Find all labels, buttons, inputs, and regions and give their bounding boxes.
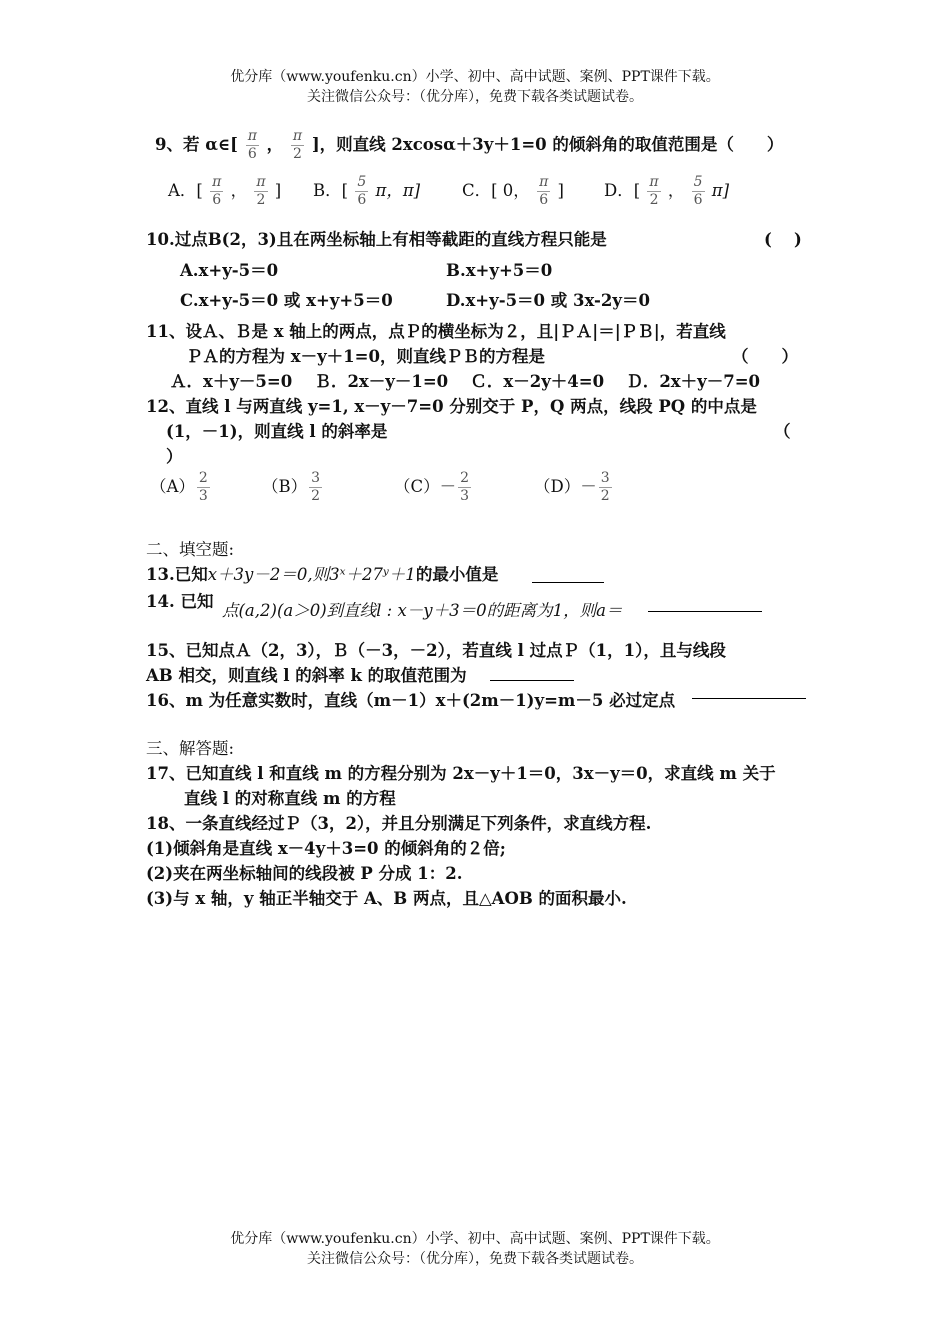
question-12-line-1: 12、直线 l 与两直线 y=1, x－y－7=0 分别交于 P，Q 两点，线段 PQ 的中点是 <box>146 397 757 416</box>
q12-option-c: （C）－ $\frac{2}{3}$ <box>394 470 470 504</box>
question-11-line-1: 11、设Ａ、Ｂ是 x 轴上的两点，点Ｐ的横坐标为２，且|ＰＡ|＝|ＰＢ|，若直线 <box>146 322 726 341</box>
q12-paren-close: ） <box>166 447 183 466</box>
q18-part-3: (3)与 x 轴，y 轴正半轴交于 A、B 两点，且△AOB 的面积最小. <box>146 889 627 908</box>
footer-line-2: 关注微信公众号：（优分库），免费下载各类试题试卷。 <box>307 1251 643 1267</box>
question-18: 18、一条直线经过Ｐ（3，2），并且分别满足下列条件，求直线方程. <box>146 814 652 833</box>
q14-answer-blank[interactable] <box>648 611 762 612</box>
question-11-line-2: ＰＡ的方程为 x－y＋1=0，则直线ＰＢ的方程是 <box>186 347 545 366</box>
question-16: 16、m 为任意实数时，直线（m－1）x＋(2m－1)y=m－5 必过定点 <box>146 691 676 710</box>
q9-option-d: D．[ $\frac{\pi}{2}$ ， $\frac{5}{6}$ π] <box>604 174 730 208</box>
question-17-line-2: 直线 l 的对称直线 m 的方程 <box>184 789 396 808</box>
q10-option-b: B.x+y+5＝0 <box>446 261 553 280</box>
question-10: 10.过点B(2，3)且在两坐标轴上有相等截距的直线方程只能是 <box>146 230 607 249</box>
fraction-pi-over-6: $\frac{\pi}{6}$ <box>247 128 257 162</box>
q10-option-c: C.x+y-5＝0 或 x+y+5＝0 <box>180 291 393 310</box>
footer-line-1: 优分库（www.youfenku.cn）小学、初中、高中试题、案例、PPT课件下载。 <box>230 1231 720 1247</box>
q12-paren-open: （ <box>774 422 791 441</box>
question-15-line-1: 15、已知点Ａ（2，3），Ｂ（－3，－2），若直线 l 过点Ｐ（1，1），且与线段 <box>146 641 726 660</box>
q15-answer-blank[interactable] <box>490 680 574 681</box>
q9-option-b: B．[ $\frac{5}{6}$ π，π] <box>313 174 421 208</box>
q9-suffix: ]，则直线 2xcosα＋3y＋1=0 的倾斜角的取值范围是（ ） <box>311 135 784 154</box>
question-15-line-2: AB 相交，则直线 l 的斜率 k 的取值范围为 <box>146 666 467 685</box>
question-13: 13.已知x＋3y－2＝0,则3ˣ＋27ʸ＋1的最小值是 <box>146 565 499 584</box>
q9-prefix: 9、若 α∈[ <box>155 135 238 154</box>
q11-options: Ａ．x＋y－5=0 Ｂ．2x－y－1=0 Ｃ．x－2y＋4=0 Ｄ．2x＋y－7=0 <box>170 372 761 391</box>
q12-option-b: （B） $\frac{3}{2}$ <box>262 470 321 504</box>
question-9: 9、若 α∈[ $\frac{\pi}{6}$ ， $\frac{\pi}{2}$ ]，则直线 2xcosα＋3y＋1=0 的倾斜角的取值范围是（ ） <box>155 128 784 162</box>
q18-part-2: (2)夹在两坐标轴间的线段被 P 分成 1：2. <box>146 864 463 883</box>
q18-part-1: (1)倾斜角是直线 x－4y＋3=0 的倾斜角的２倍; <box>146 839 506 858</box>
q16-answer-blank[interactable] <box>692 698 806 699</box>
q11-answer-paren: （ ） <box>732 347 798 366</box>
question-14-label: 14. 已知 <box>146 592 214 611</box>
section-2-heading: 二、填空题: <box>146 540 235 559</box>
q13-answer-blank[interactable] <box>532 582 604 583</box>
q9-option-c: C．[ 0， $\frac{\pi}{6}$ ] <box>462 174 564 208</box>
q12-option-d: （D）－ $\frac{3}{2}$ <box>534 470 610 504</box>
header-line-1: 优分库（www.youfenku.cn）小学、初中、高中试题、案例、PPT课件下载。 <box>230 69 720 85</box>
fraction-pi-over-2: $\frac{\pi}{2}$ <box>292 128 303 162</box>
question-17-line-1: 17、已知直线 l 和直线 m 的方程分别为 2x－y＋1＝0，3x－y＝0，求直线 m 关于 <box>146 764 776 783</box>
q12-option-a: （A） $\frac{2}{3}$ <box>150 470 208 504</box>
question-12-line-2: (1，－1)，则直线 l 的斜率是 <box>166 422 388 441</box>
question-14-math: 点(a,2)(a＞0)到直线l : x－y＋3＝0的距离为1，则a＝ <box>222 601 623 620</box>
q9-option-a: A．[ $\frac{\pi}{6}$ ， $\frac{\pi}{2}$ ] <box>168 174 282 208</box>
header-line-2: 关注微信公众号：（优分库），免费下载各类试题试卷。 <box>307 89 643 105</box>
q10-option-a: A.x+y-5＝0 <box>180 261 279 280</box>
q10-option-d: D.x+y-5＝0 或 3x-2y＝0 <box>446 291 650 310</box>
q10-answer-paren: ( ) <box>764 230 802 249</box>
section-3-heading: 三、解答题: <box>146 739 235 758</box>
